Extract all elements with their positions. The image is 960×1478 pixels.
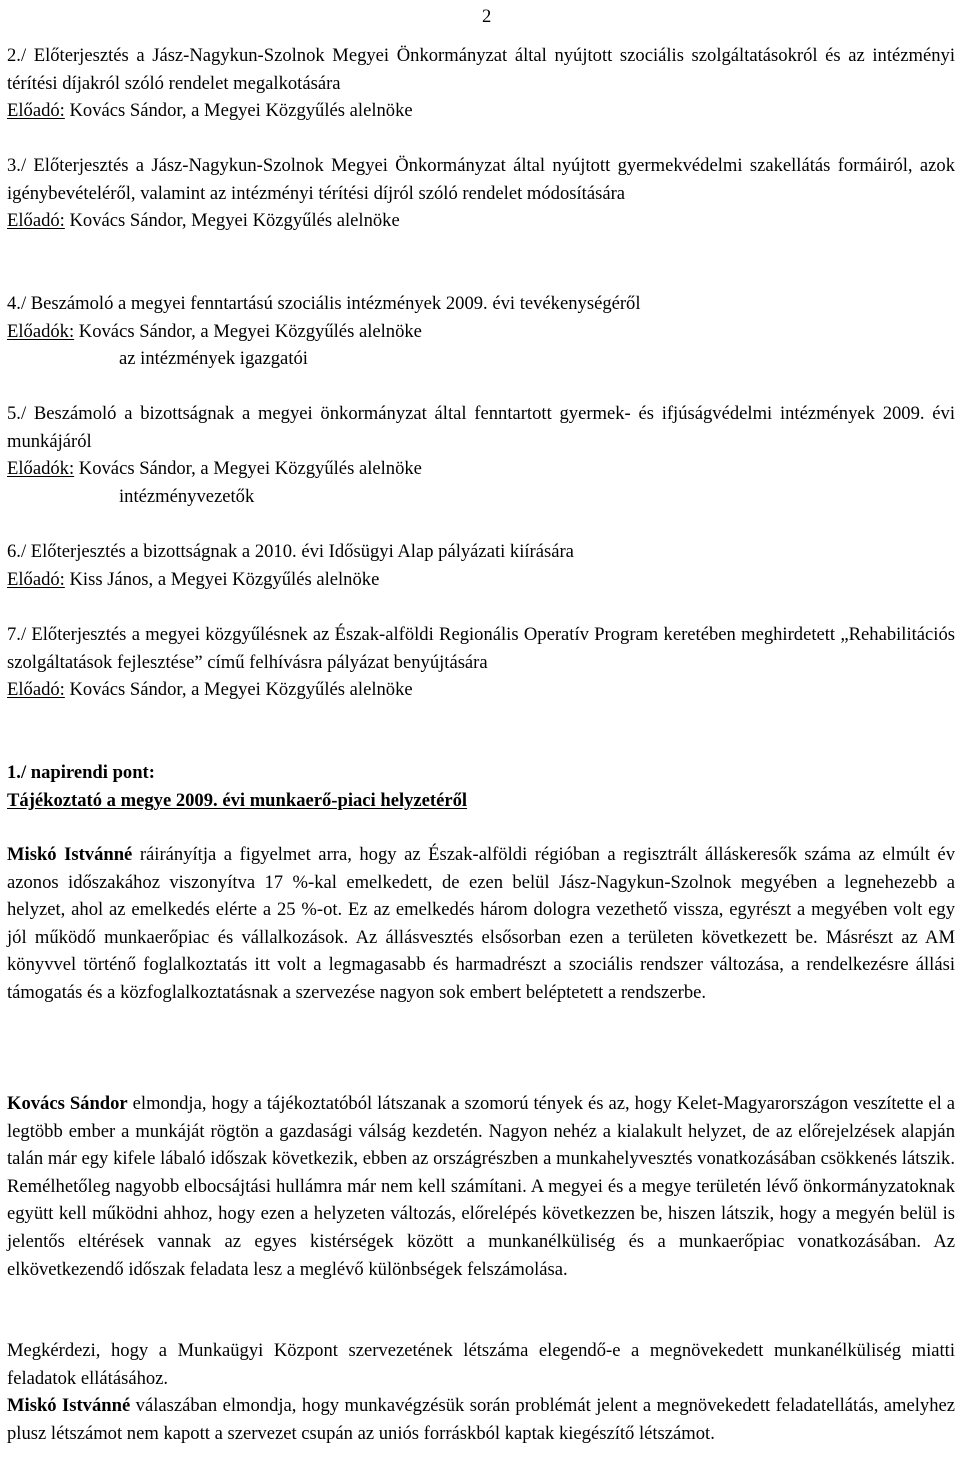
agenda-item-presenter: [7, 455, 955, 483]
agenda-item-presenter: [7, 97, 955, 125]
speaker-name: Miskó Istvánné: [7, 1395, 131, 1416]
presenter-label: Előadó:: [7, 679, 65, 701]
paragraph-text: Megkérdezi, hogy a Munkaügyi Központ szervezetének létszáma elegendő-e a megnövekedett munkanélküliség miatti feladatok ellátásához.: [7, 1340, 955, 1389]
presenter-label: Előadók:: [7, 458, 75, 480]
agenda-item-3: [7, 152, 955, 235]
minutes-paragraph: [7, 1337, 955, 1392]
agenda-item-7: [7, 621, 955, 704]
agenda-item-6: [7, 538, 955, 593]
agenda-item-presenter: [7, 566, 955, 594]
presenter-label: Előadó:: [7, 210, 65, 232]
item-heading: [7, 759, 955, 814]
speaker-name: Miskó Istvánné: [7, 844, 133, 865]
presenter-label: Előadó:: [7, 100, 65, 122]
item-number: 1./ napirendi pont:: [7, 762, 155, 783]
presenter-label: Előadók:: [7, 320, 75, 342]
agenda-item-text: 5./ Beszámoló a bizottságnak a megyei önkormányzat által fenntartott gyermek- és ifjúságvédelmi intézmények 2009. évi munkájáról: [7, 403, 955, 452]
agenda-item-text: 6./ Előterjesztés a bizottságnak a 2010. évi Idősügyi Alap pályázati kiírására: [7, 541, 574, 562]
presenter-name: Kiss János, a Megyei Közgyűlés alelnöke: [64, 568, 380, 590]
agenda-item-presenter: [7, 676, 955, 704]
agenda-item-presenter-extra: az intézmények igazgatói: [119, 348, 308, 370]
agenda-item-presenter-extra: intézményvezetők: [119, 485, 255, 507]
agenda-item-presenter: [7, 318, 955, 346]
minutes-paragraph: [7, 841, 955, 1007]
page-number: 2: [482, 6, 492, 27]
agenda-item-presenter: [7, 207, 955, 235]
presenter-name: Kovács Sándor, a Megyei Közgyűlés alelnöke: [64, 100, 413, 122]
agenda-item-5: [7, 400, 955, 510]
agenda-item-text: 3./ Előterjesztés a Jász-Nagykun-Szolnok Megyei Önkormányzat által nyújtott gyermekvédelmi szakellátás formáiról, azok igénybevételéről, valamint az intézményi térítési díjról szóló rendelet módosítására: [7, 155, 955, 204]
agenda-item-text: 4./ Beszámoló a megyei fenntartású szociális intézmények 2009. évi tevékenységéről: [7, 293, 641, 314]
agenda-item-text: 7./ Előterjesztés a megyei közgyűlésnek az Észak-alföldi Regionális Operatív Program keretében meghirdetett „Rehabilitációs szolgáltatások fejlesztése” című felhívásra pályázat benyújtására: [7, 624, 955, 673]
presenter-label: Előadó:: [7, 568, 65, 590]
agenda-item-2: [7, 42, 955, 125]
presenter-name: Kovács Sándor, a Megyei Közgyűlés alelnöke: [74, 320, 422, 342]
agenda-item-4: [7, 290, 955, 373]
presenter-name: Kovács Sándor, Megyei Közgyűlés alelnöke: [64, 210, 400, 232]
minutes-paragraph: [7, 1392, 955, 1447]
presenter-name: Kovács Sándor, a Megyei Közgyűlés alelnöke: [64, 679, 413, 701]
agenda-item-text: 2./ Előterjesztés a Jász-Nagykun-Szolnok Megyei Önkormányzat által nyújtott szociális szolgáltatásokról és az intézményi térítési díjakról szóló rendelet megalkotására: [7, 45, 955, 94]
paragraph-text: ráirányítja a figyelmet arra, hogy az Észak-alföldi régióban a regisztrált álláskeresők száma az elmúlt év azonos időszakához viszonyítva 17 %-kal emelkedett, de ezen belül Jász-Nagykun-Szolnok megyében a legnehezebb a helyzet, ahol az emelkedés elérte a 25 %-ot. Ez az emelkedés három dologra vezethető vissza, egyrészt a megyében volt egy jól működő munkaerőpiac és vállalkozások. Az állásvesztés elsősorban ezen a területen következett be. Másrészt az AM könyvvel történő foglalkoztatás itt volt a legmagasabb és harmadrészt a szociális rendszer változása, a rendelkezésre állási támogatás és a közfoglalkoztatásnak a szervezése nagyon sok embert beléptetett a rendszerbe.: [7, 844, 955, 1003]
speaker-name: Kovács Sándor: [7, 1093, 128, 1114]
item-title: Tájékoztató a megye 2009. évi munkaerő-piaci helyzetéről: [7, 789, 468, 811]
presenter-name: Kovács Sándor, a Megyei Közgyűlés alelnöke: [74, 458, 422, 480]
paragraph-text: válaszában elmondja, hogy munkavégzésük során problémát jelent a megnövekedett feladatellátás, amelyhez plusz létszámot nem kapott a szervezet csupán az uniós forráskból kaptak kiegészítő létszámot.: [7, 1395, 955, 1444]
paragraph-text: elmondja, hogy a tájékoztatóból látszanak a szomorú tények és az, hogy Kelet-Magyarországon veszítette el a legtöbb ember a munkáját rögtön a gazdasági válság kezdetén. Nagyon nehéz a kialakult helyzet, de az előrejelzések alapján talán már egy kifele lábaló időszak következik, ebben az országrészben a munkahelyvesztés vonatkozásában csökkenés látszik. Remélhetőleg nagyobb elbocsájtási hullámra már nem kell számítani. A megyei és a megye területén lévő önkormányzatoknak együtt kell működni ahhoz, hogy ezen a helyzeten változás, előrelépés következzen be, hiszen látszik, hogy a megyén belül is jelentős eltérések vannak az egyes kistérségek között a munkanélküliség és a munkaerőpiac vonatkozásában. Az elkövetkezendő időszak feladata lesz a meglévő különbségek felszámolása.: [7, 1093, 955, 1280]
minutes-paragraph: [7, 1090, 955, 1283]
